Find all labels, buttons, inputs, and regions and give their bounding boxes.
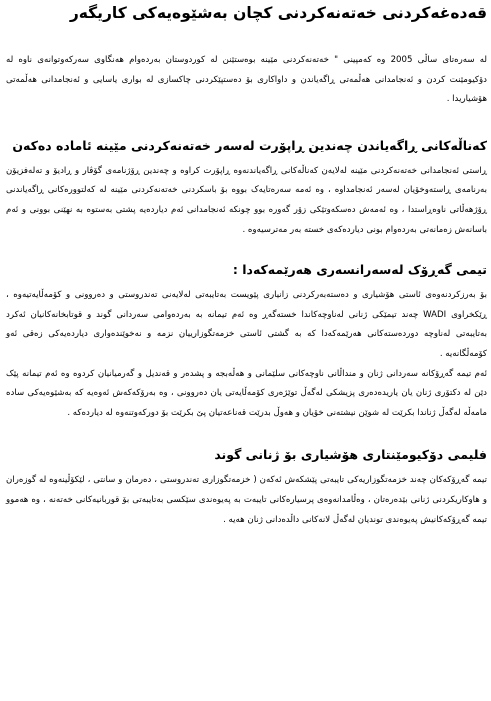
- section-mobile-teams: [6, 260, 487, 423]
- mobile-teams-paragraph-2: ئەم تیمە گەڕۆکانە سەردانی ژنان و منداڵانی ناوچەکانی سلێمانی و هەڵەبجە و پشدەر و قەندیل و گەرمیانیان کردوە وە ئەم تیمانە پێک دێن لە دکتۆری ژنان یان یاریدەدەری پزیشکی لەگەڵ توێژەری کۆمەڵایەتی یان دەروونی ، وە بەرۆکەکەش ئەوەیە کە بەشێوەیەکی سادە مامەڵە لەگەڵ ژناندا بکرێت لە شوێن نیشتەنی خۆیان و هەوڵ بدرێت قەناعەتیان پێ بکرێت بۆ دورکەوتنەوە لە دیاردەکە .: [6, 368, 487, 418]
- document-title: قەدەغەکردنی خەتەنەکردنی کچان بەشێوەیەکی کاریگەر: [69, 4, 487, 22]
- section-intro: [6, 51, 487, 110]
- section-heading-documentary-film: فلیمی دۆکیومێنتاری هۆشیاری بۆ ژنانی گوند: [214, 447, 487, 463]
- section-documentary-film: [6, 445, 487, 530]
- section-heading-mobile-teams: تیمی گەڕۆک لەسەرانسەری هەرێمەکەدا :: [232, 262, 487, 278]
- section-media-reports: [6, 136, 487, 240]
- mobile-teams-paragraph-1: بۆ بەرزکردنەوەی ئاستی هۆشیاری و دەستەبەرکردنی زانیاری پێویست بەتایبەتی لەلایەنی تەندروستی و دەروونی و کۆمەڵایەتیەوە ، ڕێکخراوی WADI چەند تیمێکی ژنانی لەناوچەکاندا خستەگەڕ وە ئەم تیمانە بە بەردەوامی سەردانی گوند و قوتابخانەکانیان ئەکرد بەتایبەتی لەناوچە دوردەستەکانی هەرێمەکەدا کە بە گشتی ئاستی خزمەتگوزارییان نزمە و نەخوێندەواری دیاردەیەکی زەقی ئەو کۆمەڵگانەیە .: [6, 290, 488, 359]
- media-reports-paragraph: ڕاستی ئەنجامدانی خەتەنەکردنی مێینە لەلایەن کەناڵەکانی ڕاگەیاندنەوە ڕاپۆرت کراوە و چەندین ڕۆژنامەی گۆڤار و ڕادیۆ و تەلەفزیۆن بەرنامەی ڕاستەوخۆیان لەسەر ئەنجامداوە ، وە ئەمە سەرەتایەک بووە بۆ باسکردنی خەتەنەکردنی مێینە لە کەلتوورەکانی ڕاگەیاندنی ڕۆژهەڵاتی ناوەڕاستدا ، وە ئەمەش دەسکەوتێکی زۆر گەورە بوو چونکە ئەنجامدانی ئەم دیاردەیە پشتی بەستوە بە نهێنی بوونی و ئەم باسانەش زەمانەتی بەردەوام بونی دیاردەکەی خستە بەر مەترسیەوە .: [6, 165, 487, 235]
- intro-paragraph: لە سەرەتای ساڵی 2005 وە کەمپینی " خەتەنەکردنی مێینە بوەستێنن لە کوردوستان بەردەوام هەنگاوی سەرکەوتوانەی ناوە لە دۆکیومێنت کردن و ئەنجامدانی هەڵمەتی ڕاگەیاندن و داواکاری بۆ دەستپێکردنی چاکسازی لە بواری یاسایی و ئەنجامدانی هەڵمەتی هۆشیاریدا .: [6, 55, 488, 105]
- documentary-film-paragraph: تیمە گەڕۆکەکان چەند خزمەتگوزاریەکی تایبەتی پێشکەش ئەکەن ( خزمەتگوزاری تەندروستی ، دەرمان و سانتی ، لێکۆڵینەوە لە گوزەران و هاوکاریکردنی ژنانی بێدەرەتان ، وەڵامدانەوەی پرسیارەکانی تایبەت بە پەیوەندی سێکسی بەتایبەتی بۆ قوربانیەکانی خەتەنە ، وە هەموو تیمە گەڕۆکەکانیش پەیوەندی توندیان لەگەڵ لانەکانی داڵدەدانی ژنان هەیە .: [6, 475, 487, 525]
- section-heading-media-reports: کەناڵەکانی ڕاگەیاندن چەندین ڕاپۆرت لەسەر خەتەنەکردنی مێینە ئامادە دەکەن: [12, 137, 487, 153]
